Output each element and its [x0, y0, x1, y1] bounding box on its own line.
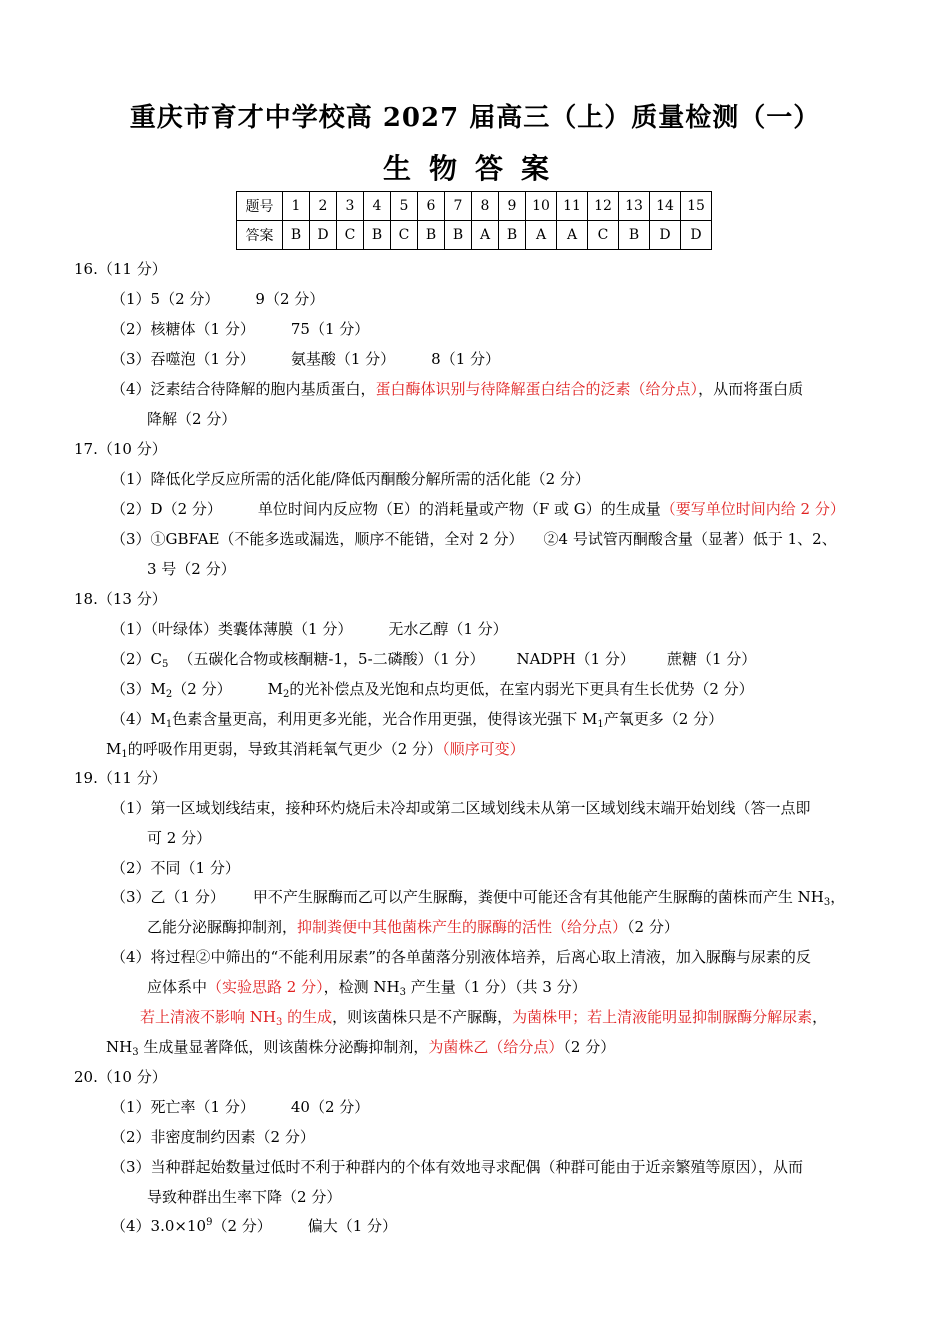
table-cell: B	[418, 221, 445, 250]
answer-text: 生成量显著降低，则该菌株分泌酶抑制剂，	[138, 1038, 429, 1056]
scoring-point-text: 抑制粪便中其他菌株产生的脲酶的活性（给分点）	[297, 918, 628, 936]
question-20-heading: 20.（10 分）	[74, 1068, 167, 1086]
question-19-heading: 19.（11 分）	[74, 769, 167, 787]
table-cell: D	[310, 221, 337, 250]
scoring-point-text: 为菌株乙（给分点）	[428, 1038, 564, 1056]
page-subtitle: 生物答案	[382, 152, 567, 185]
answer-text: （2）D（2 分）	[111, 500, 222, 518]
table-cell: 15	[681, 192, 712, 221]
answer-text: 的呼吸作用更弱，导致其消耗氧气更少（2 分）	[127, 740, 443, 758]
answer-line	[111, 348, 500, 369]
subscript: 3	[132, 1047, 139, 1058]
table-cell: 6	[418, 192, 445, 221]
table-cell: 7	[445, 192, 472, 221]
table-cell: 2	[310, 192, 337, 221]
answer-text: 偏大（1 分）	[307, 1217, 398, 1235]
table-cell: 3	[337, 192, 364, 221]
table-row-answers	[237, 221, 712, 250]
answer-text: （1）死亡率（1 分）	[111, 1098, 255, 1116]
answer-text: （2 分）	[212, 1217, 272, 1235]
table-cell: A	[472, 221, 499, 250]
subscript: 1	[597, 719, 604, 730]
answer-line	[106, 738, 525, 759]
answer-line	[111, 946, 811, 967]
answer-text: 甲不产生脲酶而乙可以产生脲酶，粪便中可能还含有其他能产生脲酶的菌株而产生 NH	[252, 888, 824, 906]
question-17-heading: 17.（10 分）	[74, 440, 167, 458]
table-header-cell: 答案	[237, 221, 283, 250]
table-cell: A	[526, 221, 557, 250]
answer-line	[111, 797, 811, 818]
answer-text: 75（1 分）	[290, 320, 370, 338]
answer-line	[147, 408, 236, 429]
answer-line	[147, 916, 679, 937]
answer-line	[147, 1186, 341, 1207]
table-cell: 11	[557, 192, 588, 221]
answer-text: 单位时间内反应物（E）的消耗量或产物（F 或 G）的生成量	[257, 500, 661, 518]
answer-text: 的光补偿点及光饱和点均更低，在室内弱光下更具有生长优势（2 分）	[289, 680, 754, 698]
scoring-point-text: 为菌株甲；若上清液能明显抑制脲酶分解尿素	[512, 1008, 813, 1026]
answer-text: （1）（叶绿体）类囊体薄膜（1 分）	[111, 620, 353, 638]
answer-text: （4）3.0×10	[111, 1217, 207, 1235]
answer-line	[111, 318, 369, 339]
answer-text: （1）第一区域划线结束，接种环灼烧后未冷却或第二区域划线未从第一区域划线末端开始划线（答一点即	[111, 799, 811, 817]
answer-text: 产生量（1 分）（共 3 分）	[405, 978, 587, 996]
answer-text: （4）泛素结合待降解的胞内基质蛋白，	[111, 380, 376, 398]
answer-text: 8（1 分）	[431, 350, 501, 368]
answer-text: （2）不同（1 分）	[111, 859, 240, 877]
answer-text: （2 分）	[172, 680, 232, 698]
table-cell: B	[499, 221, 526, 250]
answer-text: （4）将过程②中筛出的“不能利用尿素”的各单菌落分别液体培养，后离心取上清液，加入脲酶与尿素的反	[111, 948, 811, 966]
scoring-point-text: （顺序可变）	[442, 740, 525, 758]
answer-text: 9（2 分）	[255, 290, 325, 308]
table-cell: A	[557, 221, 588, 250]
table-cell: C	[588, 221, 619, 250]
table-cell: 9	[499, 192, 526, 221]
table-cell: 5	[391, 192, 418, 221]
answer-line	[111, 678, 754, 699]
table-row-numbers	[237, 192, 712, 221]
answer-text: 降解（2 分）	[147, 410, 237, 428]
scoring-point-text: （要写单位时间内给 2 分）	[660, 500, 845, 518]
answer-text: 乙能分泌脲酶抑制剂，	[147, 918, 298, 936]
answer-text: ，从而将蛋白质	[698, 380, 804, 398]
answer-text: 导致种群出生率下降（2 分）	[147, 1188, 342, 1206]
table-cell: 4	[364, 192, 391, 221]
answer-text: 氨基酸（1 分）	[290, 350, 396, 368]
answer-text: M	[106, 740, 122, 758]
answer-line	[111, 1156, 803, 1177]
answer-line	[111, 288, 324, 309]
answer-text: （2）非密度制约因素（2 分）	[111, 1128, 315, 1146]
scoring-point-text: 的生成	[282, 1008, 333, 1026]
answer-text: 应体系中	[147, 978, 208, 996]
table-cell: B	[364, 221, 391, 250]
question-18-heading: 18.（13 分）	[74, 590, 167, 608]
subscript: 1	[121, 749, 128, 760]
answer-line	[111, 468, 590, 489]
answer-line	[140, 1006, 827, 1027]
answer-text: （3）当种群起始数量过低时不利于种群内的个体有效地寻求配偶（种群可能由于近亲繁殖等原因），从而	[111, 1158, 804, 1176]
answer-text: （3）M	[111, 680, 166, 698]
answer-table	[236, 191, 712, 250]
answer-line	[111, 708, 723, 729]
answer-text: （1）5（2 分）	[111, 290, 220, 308]
answer-text: （五碳化合物或核酮糖-1，5-二磷酸）（1 分）	[178, 650, 485, 668]
subscript: 5	[162, 659, 169, 670]
subscript: 2	[282, 689, 290, 700]
table-cell: 1	[283, 192, 310, 221]
answer-text: ，检测 NH	[323, 978, 400, 996]
table-header-cell: 题号	[237, 192, 283, 221]
subscript: 2	[165, 689, 173, 700]
answer-text: ，	[830, 888, 846, 906]
table-cell: 8	[472, 192, 499, 221]
answer-line	[111, 618, 508, 639]
answer-text: 无水乙醇（1 分）	[388, 620, 508, 638]
table-cell: C	[337, 221, 364, 250]
scoring-point-text: （实验思路 2 分）	[207, 978, 324, 996]
table-cell: C	[391, 221, 418, 250]
answer-text: （1）降低化学反应所需的活化能/降低丙酮酸分解所需的活化能（2 分）	[111, 470, 590, 488]
answer-text: ，	[812, 1008, 828, 1026]
subscript: 3	[823, 897, 831, 908]
answer-line	[147, 558, 236, 579]
answer-line	[111, 498, 845, 519]
table-cell: 10	[526, 192, 557, 221]
answer-text: （2）C	[111, 650, 163, 668]
answer-line	[106, 1036, 615, 1057]
answer-line	[111, 528, 837, 549]
answer-text: 可 2 分）	[147, 829, 212, 847]
scoring-point-text: 若上清液不影响 NH	[140, 1008, 276, 1026]
answer-line	[111, 1096, 369, 1117]
answer-text: （2 分）	[563, 1038, 616, 1056]
answer-text: 3 号（2 分）	[147, 560, 236, 578]
superscript: 9	[206, 1217, 213, 1228]
question-16-heading: 16.（11 分）	[74, 260, 167, 278]
answer-text: NH	[106, 1038, 133, 1056]
answer-text: （4）M	[111, 710, 166, 728]
answer-text: 色素含量更高，利用更多光能，光合作用更强，使得该光强下 M	[172, 710, 598, 728]
answer-line	[111, 886, 845, 907]
subscript: 3	[399, 987, 406, 998]
answer-text: ，则该菌株只是不产脲酶，	[332, 1008, 513, 1026]
answer-text: 40（2 分）	[290, 1098, 370, 1116]
answer-line	[111, 648, 756, 669]
table-cell: 14	[650, 192, 681, 221]
answer-line	[111, 378, 803, 399]
table-cell: D	[650, 221, 681, 250]
answer-text: （3）乙（1 分）	[111, 888, 225, 906]
answer-text: 蔗糖（1 分）	[666, 650, 757, 668]
answer-line	[147, 976, 587, 997]
table-cell: 12	[588, 192, 619, 221]
subscript: 3	[275, 1017, 283, 1028]
answer-text: M	[267, 680, 283, 698]
answer-line	[147, 827, 211, 848]
table-cell: 13	[619, 192, 650, 221]
table-cell: B	[445, 221, 472, 250]
table-cell: B	[283, 221, 310, 250]
answer-text: （2 分）	[627, 918, 679, 936]
subscript: 1	[165, 719, 173, 730]
answer-text: NADPH（1 分）	[516, 650, 635, 668]
table-cell: B	[619, 221, 650, 250]
answer-line	[111, 1215, 397, 1236]
answer-text: ②4 号试管丙酮酸含量（显著）低于 1、2、	[543, 530, 837, 548]
answer-text: （2）核糖体（1 分）	[111, 320, 255, 338]
page-title: 重庆市育才中学校高 2027 届高三（上）质量检测（一）	[129, 103, 821, 133]
answer-text: （3）①GBFAE（不能多选或漏选，顺序不能错，全对 2 分）	[111, 530, 524, 548]
answer-text: （3）吞噬泡（1 分）	[111, 350, 255, 368]
scoring-point-text: 蛋白酶体识别与待降解蛋白结合的泛素（给分点）	[375, 380, 699, 398]
answer-line	[111, 857, 240, 878]
answer-text: 产氧更多（2 分）	[603, 710, 724, 728]
table-cell: D	[681, 221, 712, 250]
answer-line	[111, 1126, 315, 1147]
